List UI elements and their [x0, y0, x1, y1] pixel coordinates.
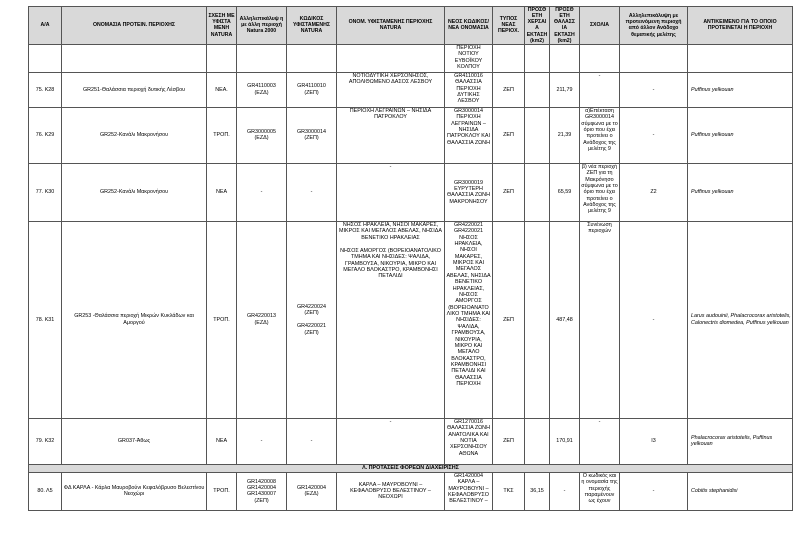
cell-existing-name: ΝΗΣΟΣ ΗΡΑΚΛΕΙΑ, ΝΗΣΟΙ ΜΑΚΑΡΕΣ, ΜΙΚΡΟΣ ΚΑΙ ΜΕΓΑΛΟΣ ΑΒΕΛΑΣ, ΝΗΣΙΔΑ ΒΕΝΕΤΙΚΟ ΗΡΑΚΛΕΙΑΣ ΝΗΣΟΣ ΑΜΟΡΓΟΣ (ΒΟΡΕΙΟΑΝΑΤΟΛΙΚΟ ΤΜΗΜΑ ΚΑΙ ΝΗΣΙΔΕΣ: ΨΑΛΙΔΑ, ΓΡΑΜΒΟΥΣΑ, ΝΙΚΟΥΡΙΑ, ΜΙΚΡΟ ΚΑΙ ΜΕΓΑΛΟ ΒΛΟΚΑΣΤΡΟ, ΚΡΑΜΒΟΝΗΣΙ ΠΕΤΑΛΙΔΙ: [337, 221, 445, 418]
table-row: [29, 163, 793, 221]
cell-code: GR3000014 (ΖΕΠ): [287, 107, 337, 163]
cell-relation: ΤΡΟΠ.: [207, 221, 237, 418]
cell-comments: Συνένωση περιοχών: [580, 221, 620, 418]
col-type: ΤΥΠΟΣ ΝΕΑΣ ΠΕΡΙΟΧ.: [493, 7, 525, 45]
col-overlap: Αλληλεπικάλυψ η με άλλη περιοχή Natura 2000: [237, 7, 287, 45]
cell-existing-name: ΠΕΡΙΟΧΗ ΛΕΓΡΑΙΝΩΝ – ΝΗΣΙΔΑ ΠΑΤΡΟΚΛΟΥ: [337, 107, 445, 163]
cell-land-area: 36,15: [525, 472, 550, 510]
cell-proposed-overlap: Ι3: [620, 418, 688, 464]
col-new-code: ΝΕΟΣ ΚΩΔΙΚΟΣ/ ΝΕΑ ΟΝΟΜΑΣΙΑ: [445, 7, 493, 45]
cell-aa: 76. Κ29: [29, 107, 62, 163]
table-row: [29, 472, 793, 510]
cell-overlap: GR3000005 (ΕΖΔ): [237, 107, 287, 163]
cell-object: Puffinus yelkouan: [688, 107, 793, 163]
col-name: ΟΝΟΜΑΣΙΑ ΠΡΟΤΕΙΝ. ΠΕΡΙΟΧΗΣ: [62, 7, 207, 45]
cell-proposed-overlap: Ζ2: [620, 163, 688, 221]
natura-sites-table: [28, 6, 793, 511]
cell-relation: ΝΕΑ.: [207, 72, 237, 107]
header-row: [29, 7, 793, 45]
cell-relation: ΝΕΑ: [207, 418, 237, 464]
cell-new-code: GR3000014 ΠΕΡΙΟΧΗ ΛΕΓΡΑΙΝΩΝ – ΝΗΣΙΔΑ ΠΑΤΡΟΚΛΟΥ ΚΑΙ ΘΑΛΑΣΣΙΑ ΖΩΝΗ: [445, 107, 493, 163]
cell-land-area: [525, 163, 550, 221]
cell-code: -: [287, 418, 337, 464]
cell-comments: -: [580, 418, 620, 464]
table-row: [29, 418, 793, 464]
cell-comments: β) νέα περιοχή ΖΕΠ για τη Μακρόνησο σύμφωνα με το όριο που έχει προτείνει ο Ανάδοχος της μελέτης 9: [580, 163, 620, 221]
cell-name: ΦΔ ΚΑΡΛΑ - Κάρλα Μαυροβούνι Κεφαλόβρυσο Βελεστίνου Νεοχώρι: [62, 472, 207, 510]
cell-sea-area: 487,48: [550, 221, 580, 418]
table-row: [29, 221, 793, 418]
col-sea-area: ΠΡΟΣΘ ΕΤΗ ΘΑΛΑΣΣ ΙΑ ΕΚΤΑΣΗ (km2): [550, 7, 580, 45]
cell-aa: 75. Κ28: [29, 72, 62, 107]
cell-object: Puffinus yelkouan: [688, 163, 793, 221]
cell-new-code: GR1420004 ΚΑΡΛΑ – ΜΑΥΡΟΒΟΥΝΙ – ΚΕΦΑΛΟΒΡΥΣΟ ΒΕΛΕΣΤΙΝΟΥ –: [445, 472, 493, 510]
cell-new-code: GR3000019 ΕΥΡΥΤΕΡΗ ΘΑΛΑΣΣΙΑ ΖΩΝΗ ΜΑΚΡΟΝΗΣΟΥ: [445, 163, 493, 221]
section-title: Λ. ΠΡΟΤΑΣΕΙΣ ΦΟΡΕΩΝ ΔΙΑΧΕΙΡΙΣΗΣ: [29, 464, 793, 472]
table-row: [29, 72, 793, 107]
cell-name: GR037-Άθως: [62, 418, 207, 464]
col-proposed-overlap: Αλληλεπικάλυψη με προτεινόμενη περιοχή από άλλον Ανάδοχο θεματικής μελέτης: [620, 7, 688, 45]
cell-aa: 78. Κ31: [29, 221, 62, 418]
cell-aa: 80. Λ5: [29, 472, 62, 510]
col-existing-name: ΟΝΟΜ. ΥΦΙΣΤΑΜΕΝΗΣ ΠΕΡΙΟΧΗΣ NATURA: [337, 7, 445, 45]
cell-name: GR252-Κανάλι Μακρονήσου: [62, 107, 207, 163]
cell-type: ΖΕΠ: [493, 418, 525, 464]
cell-code: -: [287, 163, 337, 221]
cell-comments: Ο κωδικός και η ονομασία της περιοχής παραμένουν ως έχουν: [580, 472, 620, 510]
cell-sea-area: -: [550, 472, 580, 510]
col-comments: ΣΧΟΛΙΑ: [580, 7, 620, 45]
cell-object: Larus audouinii, Phalacrocorax aristotelis, Calonectris diomedea, Puffinus yelkouan: [688, 221, 793, 418]
cell-object: Phalacrocorax aristotelis, Puffinus yelkouan: [688, 418, 793, 464]
cell-existing-name: ΚΑΡΛΑ – ΜΑΥΡΟΒΟΥΝΙ – ΚΕΦΑΛΟΒΡΥΣΟ ΒΕΛΕΣΤΙΝΟΥ – ΝΕΟΧΩΡΙ: [337, 472, 445, 510]
section-row: [29, 464, 793, 472]
cell-overlap: GR4110003 (ΕΖΔ): [237, 72, 287, 107]
cell-comments: -: [580, 72, 620, 107]
cell-proposed-overlap: -: [620, 221, 688, 418]
cell-code: GR1420004 (ΕΖΔ): [287, 472, 337, 510]
cell-type: ΖΕΠ: [493, 107, 525, 163]
cell-code: GR4110010 (ΖΕΠ): [287, 72, 337, 107]
cell-object: Puffinus yelkouan: [688, 72, 793, 107]
cell-new-code: GR4110016 ΘΑΛΑΣΣΙΑ ΠΕΡΙΟΧΗ ΔΥΤΙΚΗΣ ΛΕΣΒΟΥ: [445, 72, 493, 107]
cell-proposed-overlap: -: [620, 472, 688, 510]
cell-sea-area: 21,39: [550, 107, 580, 163]
cell-sea-area: 65,59: [550, 163, 580, 221]
cell-overlap: GR1420008 GR1420004 GR1430007 (ΖΕΠ): [237, 472, 287, 510]
cell-overlap: GR4220013 (ΕΖΔ): [237, 221, 287, 418]
cell-overlap: -: [237, 163, 287, 221]
cell-sea-area: 170,91: [550, 418, 580, 464]
cell-type: ΖΕΠ: [493, 72, 525, 107]
cell-land-area: [525, 418, 550, 464]
col-object: ΑΝΤΙΚΕΙΜΕΝΟ ΓΙΑ ΤΟ ΟΠΟΙΟ ΠΡΟΤΕΙΝΕΤΑΙ Η ΠΕΡΙΟΧΗ: [688, 7, 793, 45]
cell-overlap: -: [237, 418, 287, 464]
cell-new-code: GR1270016 ΘΑΛΑΣΣΙΑ ΖΩΝΗ ΑΝΑΤΟΛΙΚΑ ΚΑΙ ΝΟΤΙΑ ΧΕΡΣΟΝΗΣΟΥ ΑΘΩΝΑ: [445, 418, 493, 464]
col-code: ΚΩΔΙΚΟΣ ΥΦΙΣΤΑΜΕΝΗΣ NATURA: [287, 7, 337, 45]
col-aa: Α/Α: [29, 7, 62, 45]
cell-new-code: GR4220021 GR4220021 ΝΗΣΟΣ ΗΡΑΚΛΕΙΑ, ΝΗΣΟΙ ΜΑΚΑΡΕΣ, ΜΙΚΡΟΣ ΚΑΙ ΜΕΓΑΛΟΣ ΑΒΕΛΑΣ, ΝΗΣΙΔΑ ΒΕΝΕΤΙΚΟ ΗΡΑΚΛΕΙΑΣ, ΝΗΣΟΣ ΑΜΟΡΓΟΣ (ΒΟΡΕΙΟΑΝΑΤΟ ΛΙΚΟ ΤΜΗΜΑ ΚΑΙ ΝΗΣΙΔΕΣ: ΨΑΛΙΔΑ, ΓΡΑΜΒΟΥΣΑ, ΝΙΚΟΥΡΙΑ, ΜΙΚΡΟ ΚΑΙ ΜΕΓΑΛΟ ΒΛΟΚΑΣΤΡΟ, ΚΡΑΜΒΟΝΗΣΙ ΠΕΤΑΛΙΔΙ ΚΑΙ ΘΑΛΑΣΣΙΑ ΠΕΡΙΟΧΗ: [445, 221, 493, 418]
cell-name: GR252-Κανάλι Μακρονήσου: [62, 163, 207, 221]
cell-proposed-overlap: -: [620, 107, 688, 163]
cell-relation: ΝΕΑ: [207, 163, 237, 221]
cell-code: GR4220024 (ΖΕΠ) GR4220021 (ΖΕΠ): [287, 221, 337, 418]
cell-name: GR251-Θαλάσσια περιοχή δυτικής Λέσβου: [62, 72, 207, 107]
cell-relation: ΤΡΟΠ.: [207, 107, 237, 163]
cell-name: GR253 -Θαλάσσια περιοχή Μικρών Κυκλάδων και Αμοργού: [62, 221, 207, 418]
cell-aa: 79. Κ32: [29, 418, 62, 464]
cell-relation: ΤΡΟΠ.: [207, 472, 237, 510]
cell-type: ΤΚΣ: [493, 472, 525, 510]
cell-land-area: [525, 221, 550, 418]
cell-existing-name: -: [337, 418, 445, 464]
cell-type: ΖΕΠ: [493, 221, 525, 418]
table-row: [29, 44, 793, 72]
cell-existing-name: ΝΟΤΙΟΔΥΤΙΚΗ ΧΕΡΣΟΝΗΣΟΣ, ΑΠΟΛΙΘΩΜΕΝΟ ΔΑΣΟΣ ΛΕΣΒΟΥ: [337, 72, 445, 107]
cell-aa: 77. Κ30: [29, 163, 62, 221]
cell-land-area: [525, 72, 550, 107]
col-relation: ΣΧΕΣΗ ΜΕ ΥΦΙΣΤΑ ΜΕΝΗ NATURA: [207, 7, 237, 45]
cell-new-code: ΠΕΡΙΟΧΗ ΝΟΤΙΟΥ ΕΥΒΟΪΚΟΥ ΚΟΛΠΟΥ: [445, 44, 493, 72]
table-row: [29, 107, 793, 163]
cell-land-area: [525, 107, 550, 163]
cell-existing-name: -: [337, 163, 445, 221]
cell-comments: α)Επέκταση GR3000014 σύμφωνα με το όριο που έχει προτείνει ο Ανάδοχος της μελέτης 9: [580, 107, 620, 163]
cell-proposed-overlap: -: [620, 72, 688, 107]
col-land-area: ΠΡΟΣΘ ΕΤΗ ΧΕΡΣΑΙ Α ΕΚΤΑΣΗ (km2): [525, 7, 550, 45]
cell-type: ΖΕΠ: [493, 163, 525, 221]
cell-object: Cobitis stephanidisi: [688, 472, 793, 510]
cell-sea-area: 211,79: [550, 72, 580, 107]
